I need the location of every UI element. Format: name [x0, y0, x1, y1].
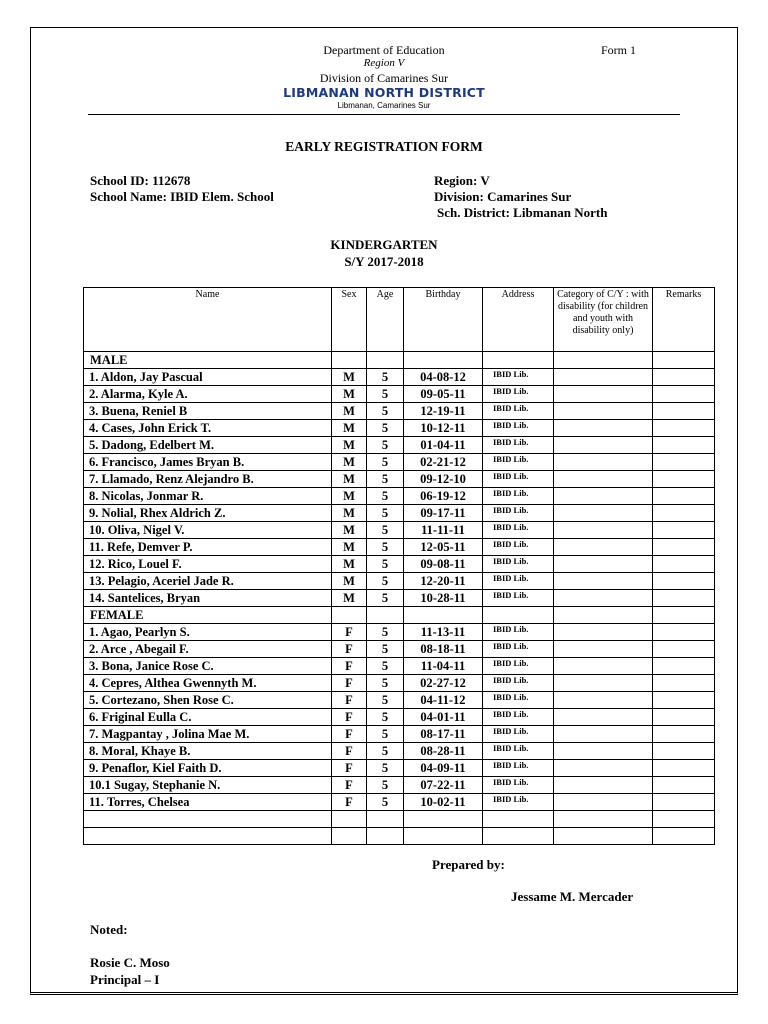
empty-cell — [367, 607, 404, 624]
student-name: 3. Buena, Reniel B — [84, 403, 332, 420]
student-address: IBID Lib. — [483, 471, 554, 488]
empty-cell — [653, 828, 715, 845]
remarks — [653, 794, 715, 811]
student-address: IBID Lib. — [483, 437, 554, 454]
table-row — [84, 386, 715, 403]
disability-category — [554, 760, 653, 777]
remarks — [653, 539, 715, 556]
student-address: IBID Lib. — [483, 522, 554, 539]
student-birthday: 04-08-12 — [404, 369, 483, 386]
disability-category — [554, 488, 653, 505]
student-age: 5 — [367, 505, 404, 522]
student-name: 2. Alarma, Kyle A. — [84, 386, 332, 403]
student-birthday: 08-28-11 — [404, 743, 483, 760]
remarks — [653, 743, 715, 760]
remarks — [653, 726, 715, 743]
student-birthday: 07-22-11 — [404, 777, 483, 794]
table-body — [84, 352, 715, 845]
district-info: Sch. District: Libmanan North — [437, 205, 608, 220]
disability-category — [554, 692, 653, 709]
empty-cell — [554, 352, 653, 369]
student-birthday: 04-09-11 — [404, 760, 483, 777]
remarks — [653, 777, 715, 794]
student-name: 8. Nicolas, Jonmar R. — [84, 488, 332, 505]
student-age: 5 — [367, 573, 404, 590]
empty-cell — [332, 607, 367, 624]
section-row-male — [84, 352, 715, 369]
school-year: S/Y 2017-2018 — [344, 254, 424, 269]
table-row — [84, 641, 715, 658]
division-name: Division of Camarines Sur — [319, 71, 449, 85]
remarks — [653, 641, 715, 658]
empty-cell — [404, 828, 483, 845]
student-address: IBID Lib. — [483, 709, 554, 726]
student-age: 5 — [367, 420, 404, 437]
student-birthday: 10-02-11 — [404, 794, 483, 811]
student-sex: M — [332, 386, 367, 403]
table-row — [84, 556, 715, 573]
remarks — [653, 420, 715, 437]
student-age: 5 — [367, 539, 404, 556]
student-sex: M — [332, 539, 367, 556]
student-name: 4. Cepres, Althea Gwennyth M. — [84, 675, 332, 692]
empty-cell — [84, 828, 332, 845]
column-header: Name — [84, 288, 332, 352]
student-name: 12. Rico, Louel F. — [84, 556, 332, 573]
empty-cell — [404, 607, 483, 624]
department-name: Department of Education — [323, 43, 445, 57]
section-label: MALE — [84, 352, 332, 369]
student-sex: F — [332, 760, 367, 777]
student-name: 7. Llamado, Renz Alejandro B. — [84, 471, 332, 488]
student-birthday: 02-21-12 — [404, 454, 483, 471]
student-birthday: 11-13-11 — [404, 624, 483, 641]
prepared-by-label: Prepared by: — [432, 857, 505, 872]
student-age: 5 — [367, 692, 404, 709]
disability-category — [554, 369, 653, 386]
disability-category — [554, 624, 653, 641]
table-row — [84, 658, 715, 675]
student-name: 1. Agao, Pearlyn S. — [84, 624, 332, 641]
student-birthday: 08-17-11 — [404, 726, 483, 743]
student-name: 11. Torres, Chelsea — [84, 794, 332, 811]
remarks — [653, 709, 715, 726]
table-row — [84, 777, 715, 794]
student-birthday: 09-08-11 — [404, 556, 483, 573]
student-age: 5 — [367, 590, 404, 607]
remarks — [653, 454, 715, 471]
student-address: IBID Lib. — [483, 488, 554, 505]
student-sex: F — [332, 777, 367, 794]
empty-cell — [404, 352, 483, 369]
disability-category — [554, 658, 653, 675]
empty-cell — [554, 828, 653, 845]
table-row — [84, 420, 715, 437]
table-row — [84, 454, 715, 471]
student-address: IBID Lib. — [483, 641, 554, 658]
student-name: 5. Dadong, Edelbert M. — [84, 437, 332, 454]
disability-category — [554, 437, 653, 454]
student-sex: F — [332, 675, 367, 692]
disability-category — [554, 556, 653, 573]
student-age: 5 — [367, 403, 404, 420]
disability-category — [554, 675, 653, 692]
disability-category — [554, 403, 653, 420]
student-sex: M — [332, 573, 367, 590]
empty-cell — [367, 811, 404, 828]
student-sex: F — [332, 624, 367, 641]
student-sex: M — [332, 403, 367, 420]
student-name: 4. Cases, John Erick T. — [84, 420, 332, 437]
table-row — [84, 692, 715, 709]
school-name: School Name: IBID Elem. School — [90, 189, 274, 204]
student-address: IBID Lib. — [483, 760, 554, 777]
remarks — [653, 505, 715, 522]
student-address: IBID Lib. — [483, 573, 554, 590]
student-sex: M — [332, 505, 367, 522]
empty-cell — [653, 352, 715, 369]
location-text: Libmanan, Camarines Sur — [337, 101, 431, 110]
student-sex: F — [332, 726, 367, 743]
table-row — [84, 726, 715, 743]
disability-category — [554, 590, 653, 607]
table-header-row — [84, 288, 715, 352]
empty-cell — [483, 811, 554, 828]
student-address: IBID Lib. — [483, 454, 554, 471]
student-sex: F — [332, 709, 367, 726]
empty-cell — [483, 828, 554, 845]
column-header: Sex — [332, 288, 367, 352]
empty-cell — [367, 828, 404, 845]
school-id: School ID: 112678 — [90, 173, 191, 188]
section-row-female — [84, 607, 715, 624]
empty-cell — [332, 828, 367, 845]
student-age: 5 — [367, 454, 404, 471]
student-sex: M — [332, 369, 367, 386]
student-name: 6. Francisco, James Bryan B. — [84, 454, 332, 471]
header-divider — [88, 114, 680, 115]
column-header: Remarks — [653, 288, 715, 352]
disability-category — [554, 454, 653, 471]
student-name: 10. Oliva, Nigel V. — [84, 522, 332, 539]
disability-category — [554, 794, 653, 811]
student-birthday: 09-12-10 — [404, 471, 483, 488]
table-row — [84, 539, 715, 556]
student-sex: F — [332, 743, 367, 760]
noted-label: Noted: — [90, 922, 128, 937]
student-birthday: 09-17-11 — [404, 505, 483, 522]
student-name: 5. Cortezano, Shen Rose C. — [84, 692, 332, 709]
student-name: 14. Santelices, Bryan — [84, 590, 332, 607]
table-row — [84, 573, 715, 590]
student-address: IBID Lib. — [483, 675, 554, 692]
remarks — [653, 658, 715, 675]
student-name: 9. Nolial, Rhex Aldrich Z. — [84, 505, 332, 522]
student-sex: M — [332, 522, 367, 539]
student-age: 5 — [367, 556, 404, 573]
empty-cell — [554, 607, 653, 624]
region-label: Region V — [363, 57, 405, 69]
remarks — [653, 488, 715, 505]
disability-category — [554, 726, 653, 743]
disability-category — [554, 777, 653, 794]
student-address: IBID Lib. — [483, 386, 554, 403]
table-row — [84, 590, 715, 607]
student-age: 5 — [367, 675, 404, 692]
empty-cell — [332, 352, 367, 369]
student-birthday: 12-19-11 — [404, 403, 483, 420]
empty-row — [84, 828, 715, 845]
column-header: Age — [367, 288, 404, 352]
form-title: EARLY REGISTRATION FORM — [285, 139, 483, 154]
student-age: 5 — [367, 437, 404, 454]
student-birthday: 08-18-11 — [404, 641, 483, 658]
student-birthday: 04-01-11 — [404, 709, 483, 726]
student-sex: M — [332, 556, 367, 573]
table-row — [84, 522, 715, 539]
student-sex: M — [332, 471, 367, 488]
student-address: IBID Lib. — [483, 794, 554, 811]
student-birthday: 06-19-12 — [404, 488, 483, 505]
empty-cell — [332, 811, 367, 828]
disability-category — [554, 420, 653, 437]
disability-category — [554, 573, 653, 590]
disability-category — [554, 743, 653, 760]
student-address: IBID Lib. — [483, 658, 554, 675]
student-name: 9. Penaflor, Kiel Faith D. — [84, 760, 332, 777]
student-name: 3. Bona, Janice Rose C. — [84, 658, 332, 675]
student-address: IBID Lib. — [483, 403, 554, 420]
student-sex: F — [332, 794, 367, 811]
disability-category — [554, 709, 653, 726]
student-name: 8. Moral, Khaye B. — [84, 743, 332, 760]
student-age: 5 — [367, 522, 404, 539]
student-address: IBID Lib. — [483, 692, 554, 709]
student-age: 5 — [367, 386, 404, 403]
table-row — [84, 369, 715, 386]
noted-title: Principal – I — [90, 972, 160, 987]
remarks — [653, 403, 715, 420]
student-sex: M — [332, 590, 367, 607]
student-age: 5 — [367, 369, 404, 386]
student-age: 5 — [367, 743, 404, 760]
table-row — [84, 505, 715, 522]
student-birthday: 11-11-11 — [404, 522, 483, 539]
table-row — [84, 743, 715, 760]
student-name: 10.1 Sugay, Stephanie N. — [84, 777, 332, 794]
remarks — [653, 471, 715, 488]
registration-table — [83, 287, 715, 845]
student-birthday: 12-05-11 — [404, 539, 483, 556]
student-sex: M — [332, 437, 367, 454]
student-birthday: 09-05-11 — [404, 386, 483, 403]
column-header: Address — [483, 288, 554, 352]
empty-cell — [483, 607, 554, 624]
disability-category — [554, 641, 653, 658]
remarks — [653, 760, 715, 777]
remarks — [653, 573, 715, 590]
student-birthday: 10-28-11 — [404, 590, 483, 607]
remarks — [653, 624, 715, 641]
remarks — [653, 522, 715, 539]
student-sex: F — [332, 692, 367, 709]
student-age: 5 — [367, 658, 404, 675]
student-age: 5 — [367, 624, 404, 641]
region-info: Region: V — [434, 173, 490, 188]
disability-category — [554, 471, 653, 488]
remarks — [653, 692, 715, 709]
empty-cell — [653, 607, 715, 624]
form-number: Form 1 — [601, 43, 637, 57]
student-sex: M — [332, 420, 367, 437]
table-row — [84, 471, 715, 488]
student-address: IBID Lib. — [483, 505, 554, 522]
student-age: 5 — [367, 471, 404, 488]
student-address: IBID Lib. — [483, 539, 554, 556]
student-birthday: 04-11-12 — [404, 692, 483, 709]
disability-category — [554, 522, 653, 539]
student-name: 1. Aldon, Jay Pascual — [84, 369, 332, 386]
empty-cell — [367, 352, 404, 369]
student-address: IBID Lib. — [483, 420, 554, 437]
student-sex: F — [332, 658, 367, 675]
empty-cell — [554, 811, 653, 828]
empty-row — [84, 811, 715, 828]
student-age: 5 — [367, 641, 404, 658]
student-name: 11. Refe, Demver P. — [84, 539, 332, 556]
empty-cell — [483, 352, 554, 369]
student-address: IBID Lib. — [483, 624, 554, 641]
table-row — [84, 709, 715, 726]
student-sex: M — [332, 488, 367, 505]
table-row — [84, 488, 715, 505]
student-age: 5 — [367, 794, 404, 811]
section-label: FEMALE — [84, 607, 332, 624]
disability-category — [554, 539, 653, 556]
student-birthday: 02-27-12 — [404, 675, 483, 692]
empty-cell — [653, 811, 715, 828]
student-age: 5 — [367, 760, 404, 777]
student-age: 5 — [367, 726, 404, 743]
student-age: 5 — [367, 777, 404, 794]
remarks — [653, 369, 715, 386]
table-row — [84, 437, 715, 454]
student-age: 5 — [367, 488, 404, 505]
disability-category — [554, 386, 653, 403]
remarks — [653, 675, 715, 692]
student-name: 13. Pelagio, Aceriel Jade R. — [84, 573, 332, 590]
district-name: LIBMANAN NORTH DISTRICT — [283, 85, 485, 100]
student-sex: M — [332, 454, 367, 471]
remarks — [653, 386, 715, 403]
table-row — [84, 675, 715, 692]
table-row — [84, 403, 715, 420]
table-row — [84, 794, 715, 811]
noted-name: Rosie C. Moso — [90, 955, 170, 970]
grade-level: KINDERGARTEN — [330, 237, 438, 252]
table-row — [84, 624, 715, 641]
remarks — [653, 590, 715, 607]
empty-cell — [404, 811, 483, 828]
student-address: IBID Lib. — [483, 369, 554, 386]
student-age: 5 — [367, 709, 404, 726]
student-address: IBID Lib. — [483, 590, 554, 607]
student-name: 7. Magpantay , Jolina Mae M. — [84, 726, 332, 743]
student-name: 2. Arce , Abegail F. — [84, 641, 332, 658]
student-name: 6. Friginal Eulla C. — [84, 709, 332, 726]
empty-cell — [84, 811, 332, 828]
student-address: IBID Lib. — [483, 743, 554, 760]
student-sex: F — [332, 641, 367, 658]
student-birthday: 01-04-11 — [404, 437, 483, 454]
student-birthday: 10-12-11 — [404, 420, 483, 437]
column-header: Birthday — [404, 288, 483, 352]
column-header: Category of C/Y : with disability (for children and youth with disability only) — [554, 288, 653, 352]
prepared-by-name: Jessame M. Mercader — [511, 889, 634, 904]
student-address: IBID Lib. — [483, 556, 554, 573]
division-info: Division: Camarines Sur — [434, 189, 572, 204]
remarks — [653, 556, 715, 573]
student-birthday: 12-20-11 — [404, 573, 483, 590]
student-birthday: 11-04-11 — [404, 658, 483, 675]
student-address: IBID Lib. — [483, 726, 554, 743]
student-address: IBID Lib. — [483, 777, 554, 794]
disability-category — [554, 505, 653, 522]
remarks — [653, 437, 715, 454]
table-row — [84, 760, 715, 777]
